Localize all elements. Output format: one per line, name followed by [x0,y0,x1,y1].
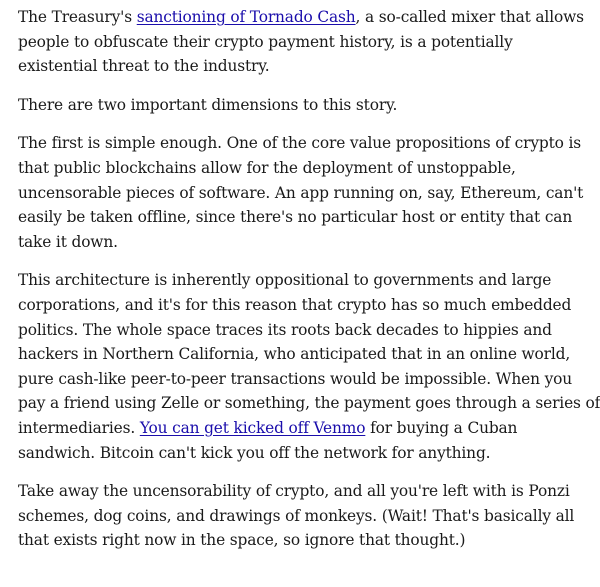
article-body [0,5,600,553]
text-line: This architecture is inherently oppositional to governments and large [18,271,552,290]
text-line: schemes, dog coins, and drawings of monkeys. (Wait! That's basically all [18,506,575,525]
text-line: corporations, and it's for this reason that crypto has so much embedded [18,295,572,314]
text-line: There are two important dimensions to this story. [18,95,398,114]
paragraph-first-dimension [18,131,592,254]
text-line: , a so-called mixer that allows [355,8,584,26]
text-line: easily be taken offline, since there's no particular host or entity that can [18,208,573,227]
paragraph-conclusion [18,479,592,553]
text-line: politics. The whole space traces its roots back decades to hippies and [18,320,552,339]
text-line: hackers in Northern California, who anticipated that in an online world, [18,345,571,364]
text-line: Take away the uncensorability of crypto, and all you're left with is Ponzi [18,482,570,501]
text-line: The Treasury's [18,8,137,26]
kicked-off-venmo-link[interactable]: You can get kicked off Venmo [139,418,366,437]
text-line: that exists right now in the space, so ignore that thought.) [18,531,466,550]
paragraph-architecture [18,268,600,465]
text-line: The first is simple enough. One of the core value propositions of crypto is [18,134,581,153]
text-line: for buying a Cuban [365,418,518,437]
text-line: uncensorable pieces of software. An app running on, say, Ethereum, can't [18,183,584,202]
text-line: that public blockchains allow for the deployment of unstoppable, [18,158,516,177]
text-line: people to obfuscate their crypto payment history, is a potentially [18,32,513,51]
sanctioning-tornado-cash-link[interactable]: sanctioning of Tornado Cash [136,8,356,26]
text-line: pure cash-like peer-to-peer transactions would be impossible. When you [18,369,573,388]
text-line: take it down. [18,232,118,251]
text-line: sandwich. Bitcoin can't kick you off the network for anything. [18,443,491,462]
paragraph-intro [18,5,592,79]
text-line: existential threat to the industry. [18,57,270,76]
text-line: intermediaries. [18,418,140,437]
paragraph-dimensions [18,93,592,118]
text-line: pay a friend using Zelle or something, the payment goes through a series of [18,394,600,413]
